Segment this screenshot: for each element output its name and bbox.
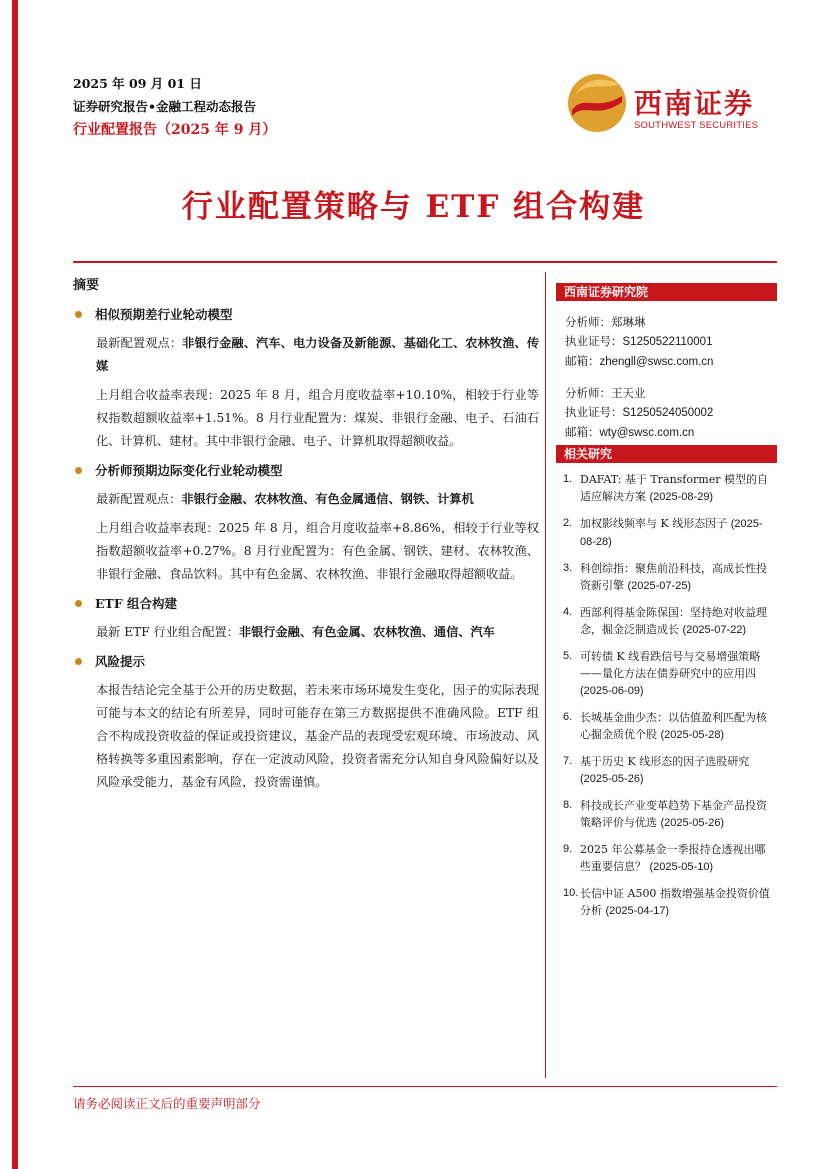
related-list bbox=[556, 471, 777, 920]
footer-disclaimer: 请务必阅读正文后的重要声明部分 bbox=[73, 1096, 261, 1111]
bullet-icon bbox=[75, 658, 82, 665]
related-item[interactable]: 3. 科创综指：聚焦前沿科技，高成长性投资新引擎 (2025-07-25) bbox=[563, 562, 767, 592]
related-item[interactable]: 10. 长信中证 A500 指数增强基金投资价值分析 (2025-04-17) bbox=[563, 887, 770, 917]
section-heading: ETF 组合构建 bbox=[73, 592, 539, 615]
analyst-email[interactable]: wty@swsc.com.cn bbox=[599, 427, 695, 439]
bottom-divider bbox=[73, 1086, 777, 1087]
analyst-card: 分析师：王天业 执业证号：S1250524050002 邮箱：wty@swsc.com.cn bbox=[565, 386, 714, 439]
company-logo bbox=[566, 72, 776, 136]
related-title: 相关研究 bbox=[556, 445, 777, 463]
column-divider bbox=[545, 272, 546, 1078]
performance-text: 上月组合收益率表现：2025 年 8 月，组合月度收益率+8.86%，相较于行业等权指数超额收益率+0.27%。8 月行业配置为：有色金属、钢铁、建材、农林牧渔、非银行金融、食品饮料。其中有色金属、农林牧渔、非银行金融取得超额收益。 bbox=[96, 521, 539, 581]
summary-column bbox=[73, 274, 539, 800]
sidebar-related bbox=[556, 445, 777, 929]
logo-name-cn: 西南证券 bbox=[634, 87, 755, 120]
related-item[interactable]: 6. 长城基金曲少杰：以估值盈利匹配为核心掘金质优个股 (2025-05-28) bbox=[563, 711, 767, 741]
summary-heading: 摘要 bbox=[73, 278, 100, 293]
related-item[interactable]: 1. DAFAT: 基于 Transformer 模型的自适应解决方案 (2025-08-29) bbox=[563, 473, 768, 503]
analyst-email[interactable]: zhengll@swsc.com.cn bbox=[599, 356, 714, 368]
logo-name-en: SOUTHWEST SECURITIES bbox=[634, 120, 759, 131]
risk-text: 本报告结论完全基于公开的历史数据，若未来市场环境发生变化，因子的实际表现可能与本文的结论有所差异，同时可能存在第三方数据提供不准确风险。ETF 组合不构成投资收益的保证或投资建议，基金产品的表现受宏观环境、市场波动、风格转换等多重因素影响，存在一定波动风险，投资者需充分认知自身风险偏好以及风险承受能力，基金有风险，投资需谨慎。 bbox=[96, 683, 539, 789]
sidebar-analysts bbox=[556, 283, 777, 443]
related-item[interactable]: 2. 加权影线频率与 K 线形态因子 (2025-08-28) bbox=[563, 517, 763, 548]
related-item[interactable]: 4. 西部利得基金陈保国：坚持绝对收益理念，掘金泛制造成长 (2025-07-22) bbox=[563, 606, 767, 636]
performance-text: 上月组合收益率表现：2025 年 8 月，组合月度收益率+10.10%，相较于行业等权指数超额收益率+1.51%。8 月行业配置为：煤炭、非银行金融、电子、石油石化、计算机、建材。其中非银行金融、电子、计算机取得超额收益。 bbox=[96, 388, 539, 448]
latest-view: 最新配置观点：非银行金融、汽车、电力设备及新能源、基础化工、农林牧渔、传媒 bbox=[96, 336, 540, 373]
report-type: 证券研究报告•金融工程动态报告 bbox=[73, 99, 256, 114]
analyst-card: 分析师：郑琳琳 执业证号：S1250522110001 邮箱：zhengll@swsc.com.cn bbox=[565, 315, 714, 368]
top-divider bbox=[73, 261, 777, 263]
bullet-icon bbox=[75, 311, 82, 318]
related-item[interactable]: 9. 2025 年公募基金一季报持仓透视出哪些重要信息？ (2025-05-10) bbox=[563, 843, 766, 873]
logo-emblem-icon bbox=[566, 72, 628, 134]
section-heading: 风险提示 bbox=[73, 650, 539, 673]
related-item[interactable]: 7. 基于历史 K 线形态的因子选股研究 (2025-05-26) bbox=[563, 755, 750, 785]
report-subtype: 行业配置报告（2025 年 9 月） bbox=[73, 122, 277, 138]
left-accent-bar bbox=[12, 0, 18, 1169]
report-title: 行业配置策略与 ETF 组合构建 bbox=[181, 189, 646, 225]
section-heading: 分析师预期边际变化行业轮动模型 bbox=[73, 459, 539, 482]
section-heading: 相似预期差行业轮动模型 bbox=[73, 303, 539, 326]
latest-view: 最新 ETF 行业组合配置：非银行金融、有色金属、农林牧渔、通信、汽车 bbox=[96, 625, 495, 639]
related-item[interactable]: 5. 可转债 K 线看跌信号与交易增强策略——量化方法在债券研究中的应用四 (2025-06-09) bbox=[563, 650, 761, 697]
related-item[interactable]: 8. 科技成长产业变革趋势下基金产品投资策略评价与优选 (2025-05-26) bbox=[563, 799, 767, 829]
latest-view: 最新配置观点：非银行金融、农林牧渔、有色金属通信、钢铁、计算机 bbox=[96, 492, 474, 506]
institute-title: 西南证券研究院 bbox=[556, 283, 777, 301]
bullet-icon bbox=[75, 467, 82, 474]
bullet-icon bbox=[75, 600, 82, 607]
report-date: 2025 年 09 月 01 日 bbox=[73, 76, 202, 91]
